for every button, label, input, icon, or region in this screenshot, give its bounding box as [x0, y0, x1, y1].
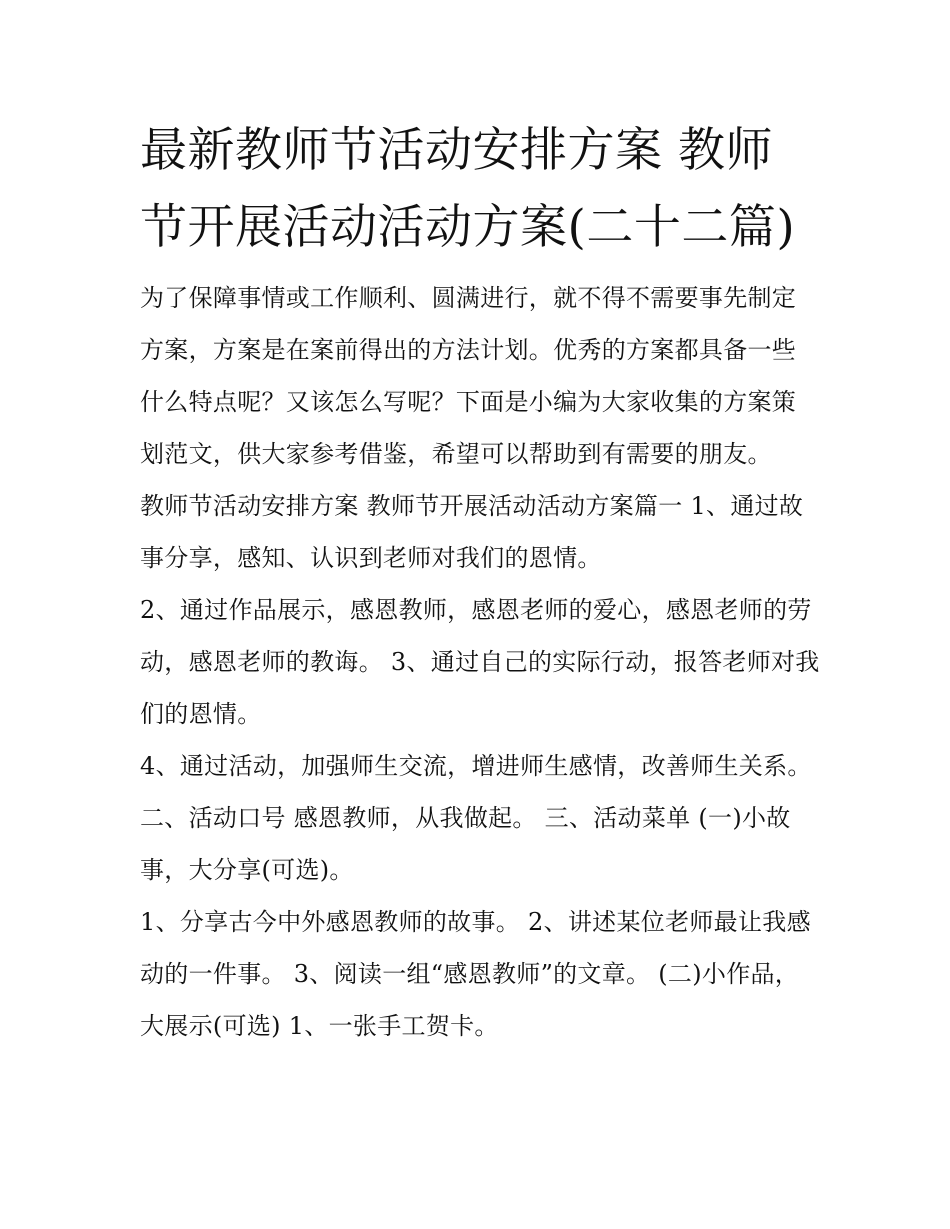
document-content	[140, 112, 820, 1052]
intro-paragraph: 为了保障事情或工作顺利、圆满进行，就不得不需要事先制定方案，方案是在案前得出的方法计划。优秀的方案都具备一些什么特点呢？又该怎么写呢？下面是小编为大家收集的方案策划范文，供大家参考借鉴，希望可以帮助到有需要的朋友。	[140, 284, 797, 468]
section-one-paragraph: 教师节活动安排方案 教师节开展活动活动方案篇一 1、通过故事分享，感知、认识到老师对我们的恩情。	[140, 492, 804, 572]
document-title: 最新教师节活动安排方案 教师节开展活动活动方案(二十二篇)	[140, 123, 796, 255]
goals-paragraph: 2、通过作品展示，感恩教师，感恩老师的爱心，感恩老师的劳动，感恩老师的教诲。 3、通过自己的实际行动，报答老师对我们的恩情。	[140, 596, 820, 728]
activities-paragraph: 1、分享古今中外感恩教师的故事。 2、讲述某位老师最让我感动的一件事。 3、阅读一组“感恩教师”的文章。 (二)小作品，大展示(可选) 1、一张手工贺卡。	[140, 908, 811, 1040]
slogan-menu-paragraph: 4、通过活动，加强师生交流，增进师生感情，改善师生关系。 二、活动口号 感恩教师，从我做起。 三、活动菜单 (一)小故事，大分享(可选)。	[140, 752, 812, 884]
